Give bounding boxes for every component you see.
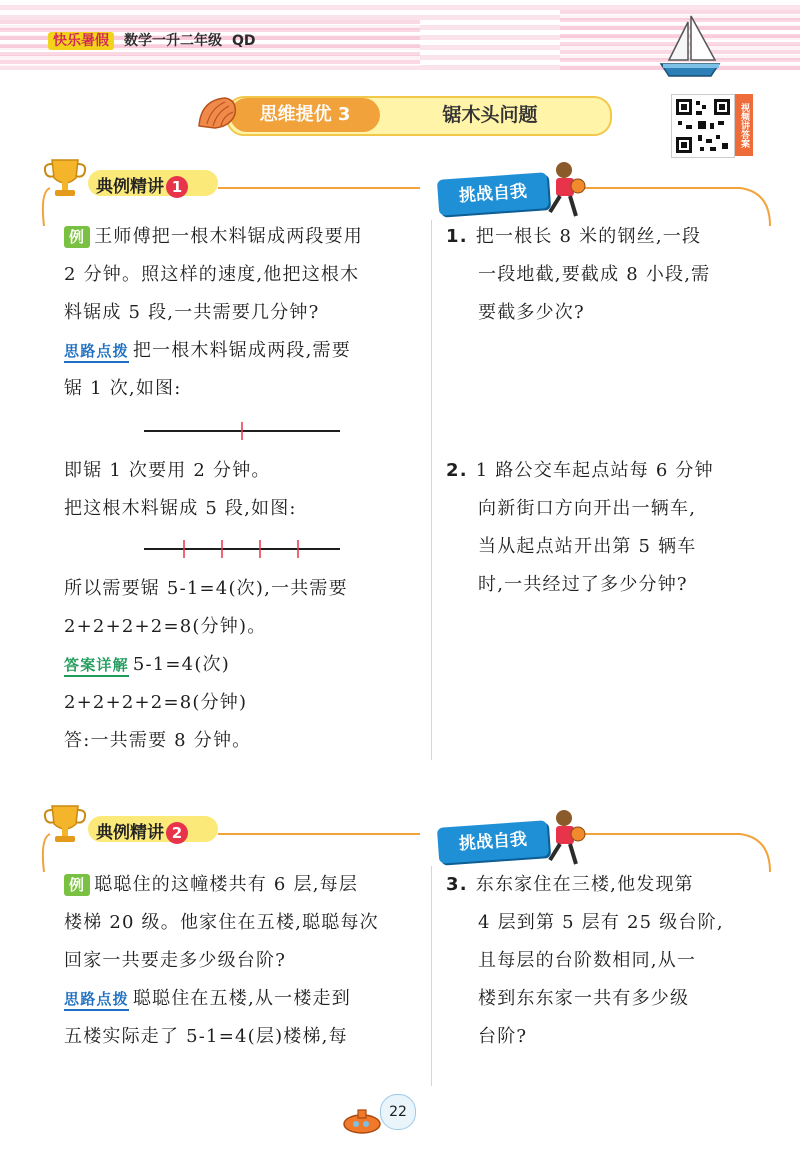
- section2-badge: 2: [166, 822, 188, 844]
- question-3-line-4: 楼到东东家一共有多少级: [478, 988, 690, 1009]
- after-fig2-line-2: 2+2+2+2=8(分钟)。: [64, 616, 267, 637]
- question-3-line-1: [446, 866, 756, 904]
- answer1-line-2: 2+2+2+2=8(分钟): [64, 692, 248, 713]
- example-tag: 例: [64, 874, 90, 896]
- answer1-line-3: 答:一共需要 8 分钟。: [64, 730, 252, 751]
- sailboat-icon: [655, 12, 725, 82]
- question-3-number: 3.: [446, 874, 468, 895]
- example2-line-2: 楼梯 20 级。他家住在五楼,聪聪每次: [64, 912, 379, 933]
- example1-line-1: [64, 218, 424, 256]
- question-2: [446, 452, 756, 604]
- tip-tag: 思路点拨: [64, 341, 129, 363]
- basketball-player-icon: [540, 808, 594, 868]
- wood-figure-4-cuts: [140, 538, 344, 560]
- column-divider-1: [431, 220, 432, 760]
- tip2-line-2: 五楼实际走了 5-1=4(层)楼梯,每: [64, 1026, 348, 1047]
- example1-text-1: 王师傅把一根木料锯成两段要用: [94, 226, 364, 247]
- example2-line-1: [64, 866, 424, 904]
- question-1-text-1: 把一根长 8 米的钢丝,一段: [475, 226, 702, 247]
- section1-badge: 1: [166, 176, 188, 198]
- question-1-line-2: 一段地截,要截成 8 小段,需: [478, 264, 711, 285]
- after-figure-1: [64, 452, 424, 528]
- edition-label: QD: [232, 33, 256, 49]
- question-2-line-1: [446, 452, 756, 490]
- subject-label: 数学一升二年级: [124, 33, 222, 49]
- example2-line-3: 回家一共要走多少级台阶?: [64, 950, 287, 971]
- question-2-line-3: 当从起点站开出第 5 辆车: [478, 536, 697, 557]
- example2-text-1: 聪聪住的这幢楼共有 6 层,每层: [94, 874, 359, 895]
- lesson-label: [230, 98, 380, 132]
- question-3-line-2: 4 层到第 5 层有 25 级台阶,: [478, 912, 724, 933]
- example-tag: 例: [64, 226, 90, 248]
- challenge-badge-2: 挑战自我: [437, 820, 549, 864]
- question-1-line-3: 要截多少次?: [478, 302, 585, 323]
- question-3: [446, 866, 756, 1056]
- after-fig1-line-1: 即锯 1 次要用 2 分钟。: [64, 460, 271, 481]
- question-3-line-5: 台阶?: [478, 1026, 528, 1047]
- question-1-number: 1.: [446, 226, 468, 247]
- tip1-line-2: 锯 1 次,如图:: [64, 378, 182, 399]
- lesson-topic-text: 锯木头问题: [442, 104, 538, 126]
- question-3-line-3: 且每层的台阶数相同,从一: [478, 950, 697, 971]
- qr-code-icon[interactable]: [671, 94, 735, 158]
- tip1-line-1: [64, 332, 424, 370]
- question-2-text-1: 1 路公交车起点站每 6 分钟: [475, 460, 714, 481]
- brand-label: 快乐暑假: [48, 32, 114, 50]
- example1: [64, 218, 424, 408]
- question-2-line-4: 时,一共经过了多少分钟?: [478, 574, 688, 595]
- section2-heading-text: 典例精讲: [96, 823, 164, 843]
- lesson-label-text: 思维提优 3: [259, 104, 351, 125]
- lesson-topic: [380, 98, 600, 132]
- tip1-text-1: 把一根木料锯成两段,需要: [132, 340, 351, 361]
- example1-line-3: 料锯成 5 段,一共需要几分钟?: [64, 302, 320, 323]
- column-divider-2: [431, 866, 432, 1086]
- answer1-text-1: 5-1=4(次): [132, 654, 230, 675]
- challenge-badge-1: 挑战自我: [437, 172, 549, 216]
- question-3-text-1: 东东家住在三楼,他发现第: [475, 874, 694, 895]
- answer-tag: 答案详解: [64, 655, 129, 677]
- series-header: [48, 30, 256, 50]
- answer1-line-1: [64, 646, 424, 684]
- question-1-line-1: [446, 218, 756, 256]
- after-figure-2: [64, 570, 424, 760]
- question-2-number: 2.: [446, 460, 468, 481]
- shell-icon: [195, 92, 239, 132]
- after-fig1-line-2: 把这根木料锯成 5 段,如图:: [64, 498, 297, 519]
- after-fig2-line-1: 所以需要锯 5-1=4(次),一共需要: [64, 578, 348, 599]
- example2: [64, 866, 424, 1056]
- wood-figure-1-cut: [140, 420, 344, 442]
- example1-line-2: 2 分钟。照这样的速度,他把这根木: [64, 264, 360, 285]
- qr-label: 视频讲答案: [735, 94, 753, 156]
- basketball-player-icon: [540, 160, 594, 220]
- tip2-text-1: 聪聪住在五楼,从一楼走到: [132, 988, 351, 1009]
- page-number: 22: [380, 1094, 416, 1130]
- question-2-line-2: 向新街口方向开出一辆车,: [478, 498, 697, 519]
- question-1: [446, 218, 756, 332]
- section1-heading-text: 典例精讲: [96, 177, 164, 197]
- tip-tag: 思路点拨: [64, 989, 129, 1011]
- tip2-line-1: [64, 980, 424, 1018]
